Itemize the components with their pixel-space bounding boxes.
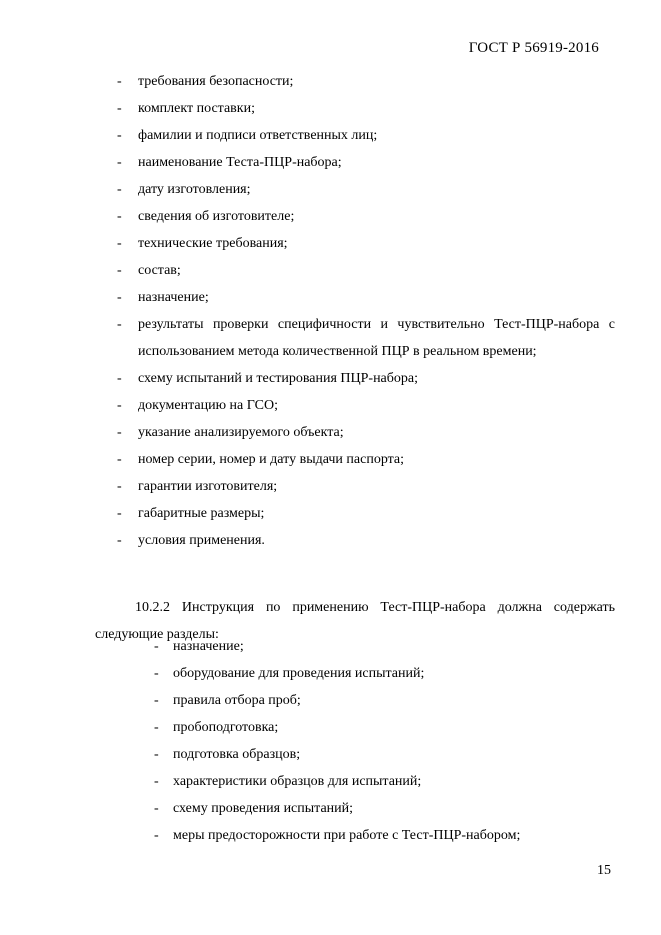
list-marker: -	[117, 101, 122, 116]
list-marker: -	[117, 263, 122, 278]
list-item-text: схему испытаний и тестирования ПЦР-набора;	[138, 371, 418, 386]
list-marker: -	[117, 209, 122, 224]
list-item-text: наименование Теста-ПЦР-набора;	[138, 155, 342, 170]
list-marker: -	[154, 693, 159, 708]
list-item	[117, 392, 615, 419]
document-code: ГОСТ Р 56919-2016	[468, 40, 599, 56]
list-item-text: габаритные размеры;	[138, 506, 265, 521]
list-item	[117, 527, 615, 554]
list-item	[154, 795, 614, 822]
list-item	[117, 68, 615, 95]
list-item-text: схему проведения испытаний;	[173, 801, 354, 816]
list-item	[117, 365, 615, 392]
list-item	[117, 284, 615, 311]
list-item	[117, 176, 615, 203]
list-marker: -	[154, 828, 159, 843]
list-marker: -	[154, 774, 159, 789]
section-paragraph: 10.2.2 Инструкция по применению Тест-ПЦР-набора должна содержать следующие разделы:	[95, 600, 615, 642]
list-marker: -	[117, 371, 122, 386]
list-marker: -	[154, 747, 159, 762]
list-item-text: документацию на ГСО;	[138, 398, 279, 413]
list-item	[117, 149, 615, 176]
list-item	[117, 311, 615, 365]
list-item-text: гарантии изготовителя;	[138, 479, 278, 494]
list-item-text: требования безопасности;	[138, 74, 294, 89]
list-item-text: указание анализируемого объекта;	[138, 425, 344, 440]
list-item	[117, 122, 615, 149]
list-item	[117, 446, 615, 473]
list-marker: -	[154, 720, 159, 735]
page-number: 15	[597, 863, 611, 878]
list-marker: -	[154, 666, 159, 681]
list-item-text: характеристики образцов для испытаний;	[173, 774, 422, 789]
list-marker: -	[117, 182, 122, 197]
list-marker: -	[117, 398, 122, 413]
list-marker: -	[117, 290, 122, 305]
list-marker: -	[117, 155, 122, 170]
list-item	[117, 257, 615, 284]
list-marker: -	[117, 479, 122, 494]
list-item-text: фамилии и подписи ответственных лиц;	[138, 128, 378, 143]
list-marker: -	[154, 639, 159, 654]
requirements-list	[117, 68, 615, 554]
list-item	[117, 230, 615, 257]
list-item-text: сведения об изготовителе;	[138, 209, 295, 224]
list-item-text: результаты проверки специфичности и чувствительно Тест-ПЦР-набора с использованием метода количественной ПЦР в реальном времени;	[138, 317, 615, 359]
list-item-text: оборудование для проведения испытаний;	[173, 666, 425, 681]
list-item-text: назначение;	[138, 290, 209, 305]
list-item	[154, 633, 614, 660]
list-item	[154, 687, 614, 714]
list-item-text: дату изготовления;	[138, 182, 251, 197]
list-item-text: технические требования;	[138, 236, 288, 251]
list-marker: -	[117, 236, 122, 251]
list-item	[117, 473, 615, 500]
list-item	[154, 714, 614, 741]
list-item	[117, 95, 615, 122]
list-marker: -	[117, 506, 122, 521]
list-item-text: номер серии, номер и дату выдачи паспорта;	[138, 452, 405, 467]
list-item	[117, 203, 615, 230]
list-item	[117, 500, 615, 527]
list-marker: -	[117, 74, 122, 89]
list-item	[154, 660, 614, 687]
list-marker: -	[117, 533, 122, 548]
list-item	[154, 768, 614, 795]
list-marker: -	[117, 452, 122, 467]
list-item	[154, 822, 614, 849]
instruction-sections-list	[154, 633, 614, 849]
list-item-text: назначение;	[173, 639, 244, 654]
list-item-text: состав;	[138, 263, 181, 278]
list-item	[154, 741, 614, 768]
list-item	[117, 419, 615, 446]
list-item-text: пробоподготовка;	[173, 720, 279, 735]
list-item-text: подготовка образцов;	[173, 747, 301, 762]
list-marker: -	[117, 425, 122, 440]
list-marker: -	[154, 801, 159, 816]
list-marker: -	[117, 128, 122, 143]
list-marker: -	[117, 317, 122, 332]
list-item-text: условия применения.	[138, 533, 265, 548]
list-item-text: правила отбора проб;	[173, 693, 301, 708]
list-item-text: комплект поставки;	[138, 101, 255, 116]
list-item-text: меры предосторожности при работе с Тест-ПЦР-набором;	[173, 828, 521, 843]
